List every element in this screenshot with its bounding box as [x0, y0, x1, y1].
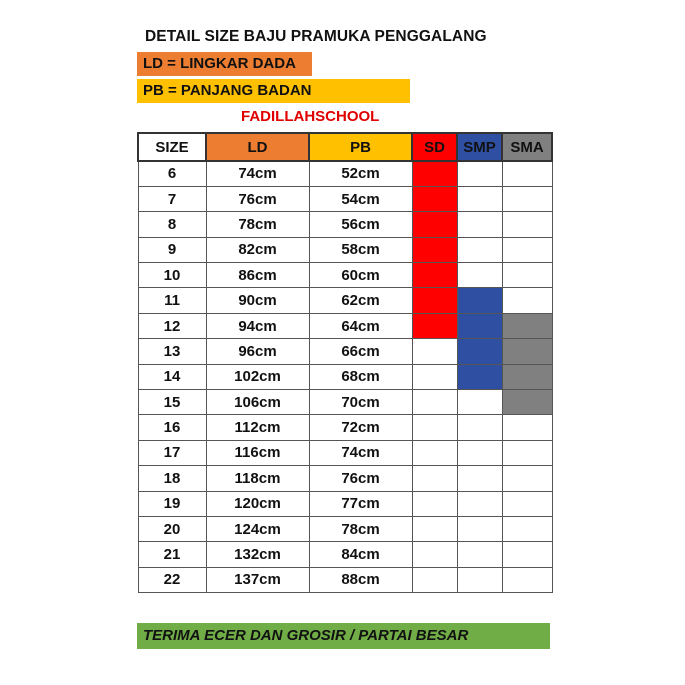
- brand-name: FADILLAHSCHOOL: [241, 108, 380, 125]
- table-row: [138, 212, 552, 237]
- cell-smp: [457, 237, 502, 262]
- cell-ld: 94cm: [206, 313, 309, 338]
- cell-smp: [457, 263, 502, 288]
- cell-smp: [457, 542, 502, 567]
- cell-size: 21: [138, 542, 206, 567]
- cell-ld: 137cm: [206, 567, 309, 592]
- cell-ld: 120cm: [206, 491, 309, 516]
- cell-sma: [502, 364, 552, 389]
- cell-ld: 76cm: [206, 186, 309, 211]
- cell-smp: [457, 313, 502, 338]
- cell-pb: 76cm: [309, 466, 412, 491]
- cell-size: 7: [138, 186, 206, 211]
- header-sma: SMA: [502, 133, 552, 161]
- cell-size: 20: [138, 516, 206, 541]
- cell-ld: 124cm: [206, 516, 309, 541]
- cell-sd: [412, 567, 457, 592]
- cell-pb: 74cm: [309, 440, 412, 465]
- cell-sd: [412, 186, 457, 211]
- table-row: [138, 516, 552, 541]
- cell-size: 13: [138, 339, 206, 364]
- cell-sd: [412, 313, 457, 338]
- cell-sd: [412, 491, 457, 516]
- cell-sma: [502, 186, 552, 211]
- table-body: [138, 161, 552, 593]
- cell-ld: 86cm: [206, 263, 309, 288]
- cell-sd: [412, 263, 457, 288]
- cell-smp: [457, 339, 502, 364]
- cell-ld: 74cm: [206, 161, 309, 186]
- table-row: [138, 466, 552, 491]
- page-title: DETAIL SIZE BAJU PRAMUKA PENGGALANG: [145, 28, 487, 45]
- cell-sma: [502, 466, 552, 491]
- table-row: [138, 186, 552, 211]
- cell-pb: 72cm: [309, 415, 412, 440]
- table-row: [138, 390, 552, 415]
- cell-pb: 60cm: [309, 263, 412, 288]
- cell-smp: [457, 288, 502, 313]
- cell-smp: [457, 440, 502, 465]
- cell-ld: 96cm: [206, 339, 309, 364]
- cell-sma: [502, 212, 552, 237]
- header-size: SIZE: [138, 133, 206, 161]
- cell-sma: [502, 415, 552, 440]
- cell-ld: 106cm: [206, 390, 309, 415]
- cell-smp: [457, 212, 502, 237]
- cell-sma: [502, 161, 552, 186]
- cell-sd: [412, 516, 457, 541]
- table-row: [138, 339, 552, 364]
- table-row: [138, 567, 552, 592]
- table-row: [138, 161, 552, 186]
- cell-ld: 118cm: [206, 466, 309, 491]
- cell-sma: [502, 313, 552, 338]
- table-row: [138, 415, 552, 440]
- cell-size: 16: [138, 415, 206, 440]
- table-row: [138, 440, 552, 465]
- header-ld: LD: [206, 133, 309, 161]
- cell-pb: 88cm: [309, 567, 412, 592]
- cell-sd: [412, 339, 457, 364]
- table-row: [138, 364, 552, 389]
- cell-size: 11: [138, 288, 206, 313]
- cell-sma: [502, 237, 552, 262]
- table-row: [138, 288, 552, 313]
- cell-pb: 78cm: [309, 516, 412, 541]
- header-pb: PB: [309, 133, 412, 161]
- cell-sd: [412, 161, 457, 186]
- cell-size: 15: [138, 390, 206, 415]
- cell-size: 10: [138, 263, 206, 288]
- cell-ld: 132cm: [206, 542, 309, 567]
- footer-banner: TERIMA ECER DAN GROSIR / PARTAI BESAR: [137, 623, 550, 649]
- cell-pb: 62cm: [309, 288, 412, 313]
- cell-size: 22: [138, 567, 206, 592]
- size-table: [137, 132, 553, 593]
- cell-pb: 56cm: [309, 212, 412, 237]
- cell-sma: [502, 390, 552, 415]
- table-header-row: [138, 133, 552, 161]
- cell-sd: [412, 288, 457, 313]
- cell-size: 17: [138, 440, 206, 465]
- cell-sd: [412, 542, 457, 567]
- cell-ld: 78cm: [206, 212, 309, 237]
- cell-smp: [457, 364, 502, 389]
- cell-size: 9: [138, 237, 206, 262]
- cell-sma: [502, 288, 552, 313]
- header-sd: SD: [412, 133, 457, 161]
- cell-pb: 70cm: [309, 390, 412, 415]
- cell-smp: [457, 466, 502, 491]
- cell-sd: [412, 415, 457, 440]
- cell-size: 12: [138, 313, 206, 338]
- cell-sd: [412, 212, 457, 237]
- cell-sd: [412, 440, 457, 465]
- cell-pb: 77cm: [309, 491, 412, 516]
- cell-pb: 58cm: [309, 237, 412, 262]
- cell-pb: 84cm: [309, 542, 412, 567]
- cell-pb: 66cm: [309, 339, 412, 364]
- cell-ld: 102cm: [206, 364, 309, 389]
- cell-pb: 54cm: [309, 186, 412, 211]
- cell-size: 6: [138, 161, 206, 186]
- cell-smp: [457, 415, 502, 440]
- cell-sd: [412, 390, 457, 415]
- table-row: [138, 237, 552, 262]
- cell-sma: [502, 542, 552, 567]
- cell-sd: [412, 364, 457, 389]
- table-row: [138, 542, 552, 567]
- cell-sma: [502, 516, 552, 541]
- cell-sma: [502, 567, 552, 592]
- cell-smp: [457, 161, 502, 186]
- cell-smp: [457, 567, 502, 592]
- legend-ld: LD = LINGKAR DADA: [137, 52, 312, 76]
- cell-ld: 116cm: [206, 440, 309, 465]
- cell-ld: 82cm: [206, 237, 309, 262]
- cell-sd: [412, 466, 457, 491]
- cell-ld: 112cm: [206, 415, 309, 440]
- table-row: [138, 491, 552, 516]
- cell-sma: [502, 263, 552, 288]
- cell-sma: [502, 440, 552, 465]
- legend-pb: PB = PANJANG BADAN: [137, 79, 410, 103]
- cell-sma: [502, 339, 552, 364]
- cell-smp: [457, 491, 502, 516]
- cell-size: 14: [138, 364, 206, 389]
- cell-smp: [457, 516, 502, 541]
- cell-sma: [502, 491, 552, 516]
- cell-size: 18: [138, 466, 206, 491]
- cell-pb: 64cm: [309, 313, 412, 338]
- cell-size: 19: [138, 491, 206, 516]
- cell-smp: [457, 186, 502, 211]
- cell-smp: [457, 390, 502, 415]
- cell-pb: 68cm: [309, 364, 412, 389]
- table-row: [138, 313, 552, 338]
- header-smp: SMP: [457, 133, 502, 161]
- cell-sd: [412, 237, 457, 262]
- cell-pb: 52cm: [309, 161, 412, 186]
- table-row: [138, 263, 552, 288]
- cell-ld: 90cm: [206, 288, 309, 313]
- cell-size: 8: [138, 212, 206, 237]
